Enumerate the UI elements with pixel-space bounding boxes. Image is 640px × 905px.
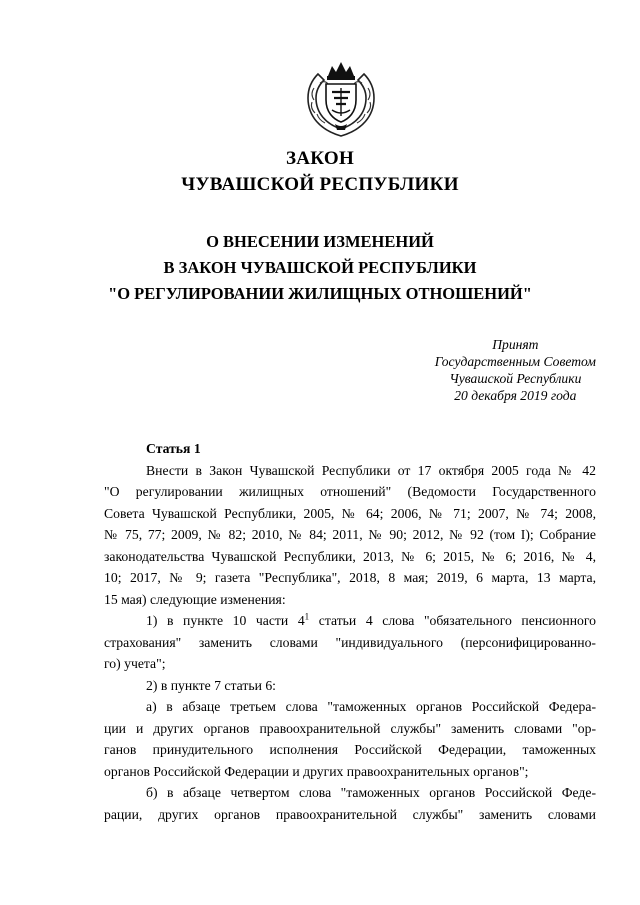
item-1 <box>104 610 596 675</box>
text-line: а) в абзаце третьем слова "таможенных органов Российской Федера- <box>146 699 596 714</box>
republic-label: ЧУВАШСКОЙ РЕСПУБЛИКИ <box>181 174 459 195</box>
item-2: 2) в пункте 7 статьи 6: <box>146 677 276 693</box>
item-2b <box>104 782 596 825</box>
article-body <box>104 438 596 825</box>
text-line: рации, других органов правоохранительной службы" заменить словами <box>104 806 596 822</box>
text-line: б) в абзаце четвертом слова "таможенных органов Российской Феде- <box>146 785 596 800</box>
text-line: Совета Чувашской Республики, 2005, № 64; 2006, № 71; 2007, № 74; 2008, <box>104 505 596 521</box>
text-line <box>104 610 596 632</box>
adoption-line: Государственным Советом <box>434 354 596 369</box>
title-line: О ВНЕСЕНИИ ИЗМЕНЕНИЙ <box>206 232 434 251</box>
text-line: Внести в Закон Чувашской Республики от 17 октября 2005 года № 42 <box>146 462 596 478</box>
law-label: ЗАКОН <box>285 148 355 169</box>
law-title <box>0 229 640 307</box>
adoption-date: 20 декабря 2019 года <box>454 388 577 403</box>
text-line: 15 мая) следующие изменения: <box>104 591 286 607</box>
text-line: "О регулировании жилищных отношений" (Ведомости Государственного <box>104 484 596 499</box>
text-fragment: статьи 4 слова "обязательного пенсионного <box>309 613 596 628</box>
item-2a <box>104 696 596 782</box>
coat-of-arms-icon <box>302 58 380 140</box>
text-line: ганов принудительного исполнения Российской Федерации, таможенных <box>104 742 596 757</box>
adoption-line: Чувашской Республики <box>449 371 582 386</box>
text-line: страхования" заменить словами "индивидуального (персонифицированно- <box>104 634 596 650</box>
text-line: 10; 2017, № 9; газета "Республика", 2018, 8 мая; 2019, 6 марта, 13 марта, <box>104 570 596 585</box>
title-line: В ЗАКОН ЧУВАШСКОЙ РЕСПУБЛИКИ <box>163 258 477 277</box>
text-fragment: 1) в пункте 10 части 4 <box>146 613 305 628</box>
adoption-line: Принят <box>492 337 539 352</box>
superscript: 1 <box>304 611 310 622</box>
adoption-note <box>435 336 596 404</box>
text-line: органов Российской Федерации и других правоохранительных органов"; <box>104 763 529 779</box>
law-header <box>0 146 640 198</box>
text-line: № 75, 77; 2009, № 82; 2010, № 84; 2011, № 90; 2012, № 92 (том I); Собрание <box>104 527 596 542</box>
paragraph-intro <box>104 460 596 611</box>
text-line: законодательства Чувашской Республики, 2013, № 6; 2015, № 6; 2016, № 4, <box>104 548 596 564</box>
text-line: ции и других органов правоохранительной службы" заменить словами "ор- <box>104 720 596 736</box>
title-line: "О РЕГУЛИРОВАНИИ ЖИЛИЩНЫХ ОТНОШЕНИЙ" <box>108 284 532 303</box>
article-heading: Статья 1 <box>146 441 201 456</box>
text-line: го) учета"; <box>104 656 166 671</box>
